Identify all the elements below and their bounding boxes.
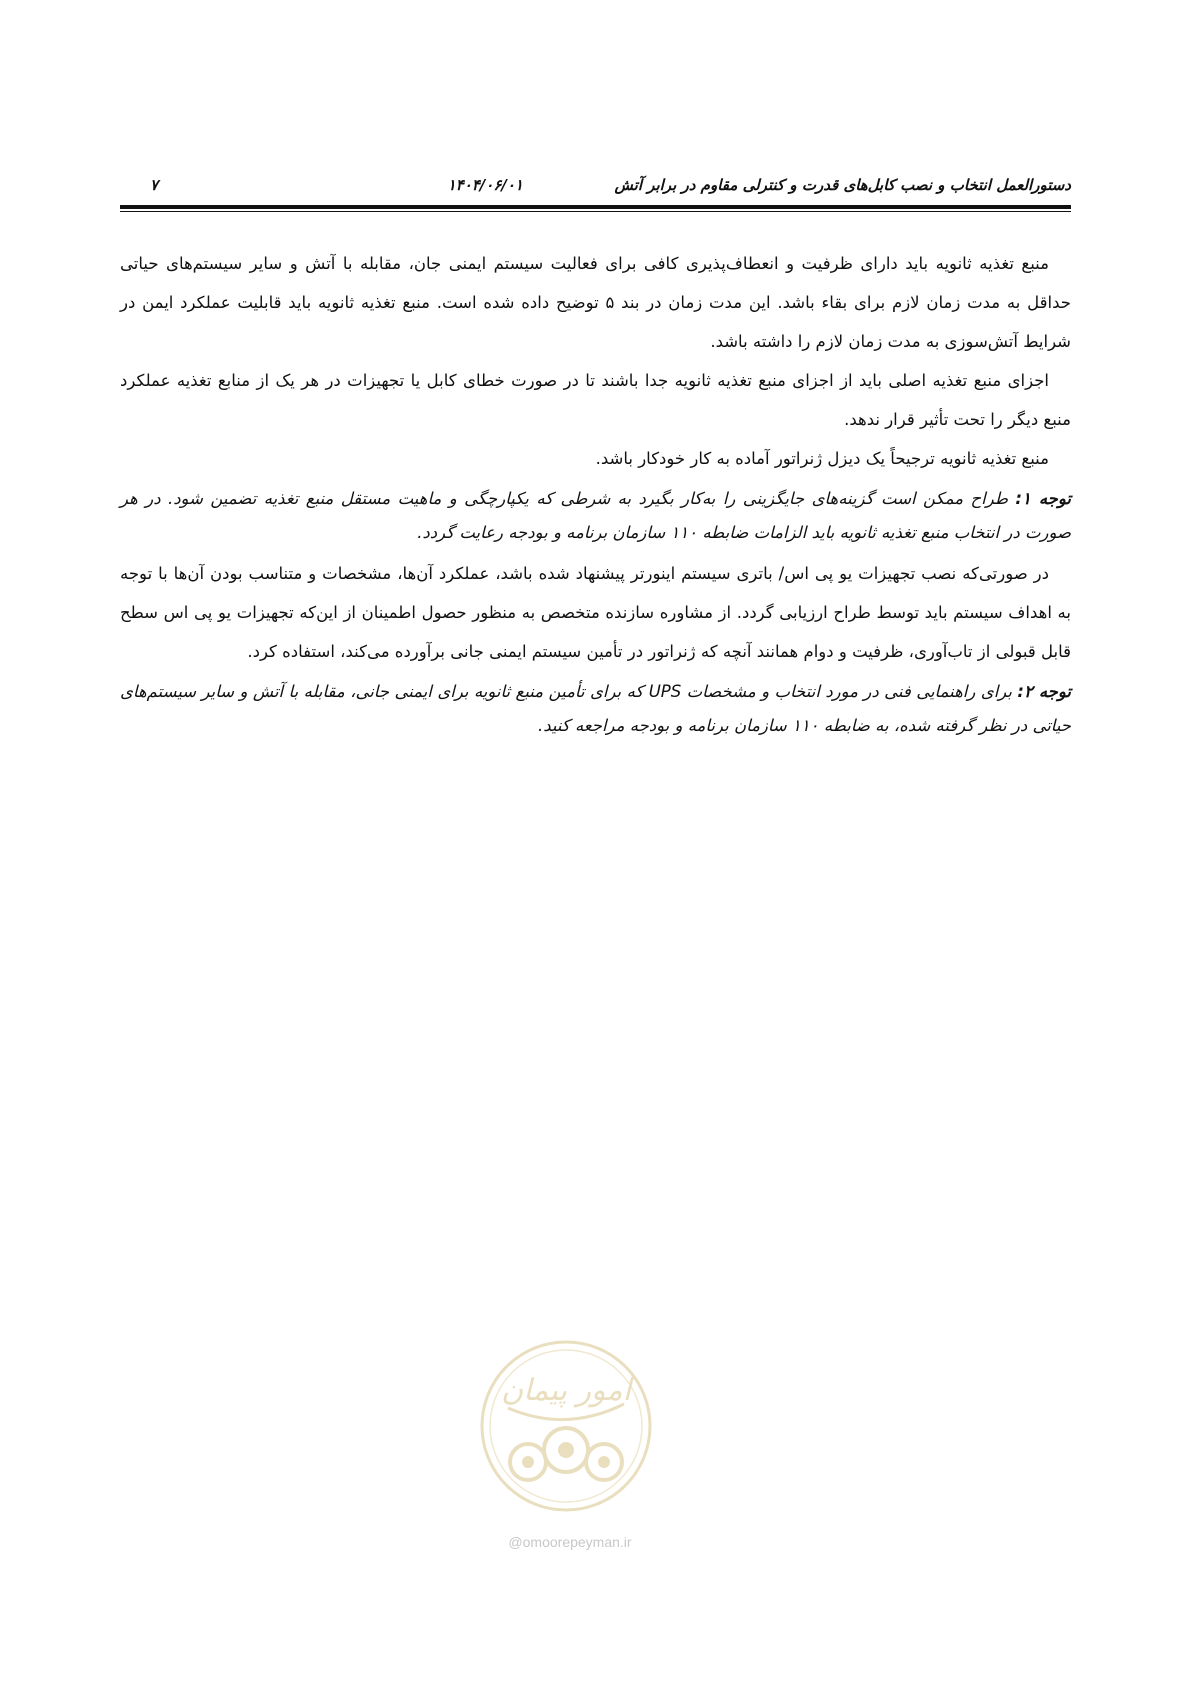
seal-text: امور پیمان: [501, 1373, 631, 1408]
paragraph-ups: در صورتی‌که نصب تجهیزات یو پی اس/ باتری سیستم اینورتر پیشنهاد شده باشد، عملکرد آن‌ها، مشخصات و متناسب بودن آن‌ها با توجه به اهداف سیستم باید توسط طراح ارزیابی گردد. از مشاوره سازنده متخصص به منظور حصول اطمینان از این‌که تجهیزات یو پی اس سطح قابل قبولی از تاب‌آوری، ظرفیت و دوام همانند آنچه که ژنراتور در تأمین سیستم ایمنی جانی برآورده می‌کند، استفاده کرد.: [120, 564, 1071, 661]
paragraph-diesel-generator: منبع تغذیه ثانویه ترجیحاً یک دیزل ژنراتور آماده به کار خودکار باشد.: [595, 449, 1049, 468]
page-body: [120, 244, 1071, 747]
paragraph-supply-separation: اجزای منبع تغذیه اصلی باید از اجزای منبع تغذیه ثانویه جدا باشند تا در صورت خطای کابل یا تجهیزات در هر یک از منابع تغذیه عملکرد منبع دیگر را تحت تأثیر قرار ندهد.: [120, 371, 1071, 429]
watermark-url-text: omoorepeyman.ir: [522, 1534, 632, 1550]
note-1: [120, 482, 1071, 550]
document-title: دستورالعمل انتخاب و نصب کابل‌های قدرت و کنترلی مقاوم در برابر آتش: [614, 176, 1071, 194]
document-date: ۱۴۰۴/۰۶/۰۱: [447, 176, 523, 194]
note-2-label: توجه ۲:: [1017, 682, 1071, 701]
note-1-text: طراح ممکن است گزینه‌های جایگزینی را به‌کار بگیرد به شرطی که یکپارچگی و ماهیت مستقل منبع تغذیه تضمین شود. در هر صورت در انتخاب منبع تغذیه ثانویه باید الزامات ضابطه ۱۱۰ سازمان برنامه و بودجه رعایت گردد.: [120, 489, 1071, 542]
note-2: [120, 675, 1071, 743]
header-rule-thin: [120, 211, 1071, 212]
paragraph-secondary-supply-capacity: منبع تغذیه ثانویه باید دارای ظرفیت و انعطاف‌پذیری کافی برای فعالیت سیستم ایمنی جان، مقابله با آتش و سایر سیستم‌های حیاتی حداقل به مدت زمان لازم برای بقاء باشد. این مدت زمان در بند ۵ توضیح داده شده است. منبع تغذیه ثانویه باید قابلیت عملکرد ایمن در شرایط آتش‌سوزی به مدت زمان لازم را داشته باشد.: [120, 254, 1071, 351]
page-number: ۷: [150, 176, 159, 194]
note-2-text: برای راهنمایی فنی در مورد انتخاب و مشخصات UPS که برای تأمین منبع ثانویه برای ایمنی جانی، مقابله با آتش و سایر سیستم‌های حیاتی در نظر گرفته شده، به ضابطه ۱۱۰ سازمان برنامه و بودجه مراجعه کنید.: [120, 682, 1071, 735]
header-rule-thick: [120, 205, 1071, 209]
page-header: [120, 176, 1071, 200]
at-sign-icon: @: [508, 1534, 523, 1550]
watermark-url: [470, 1534, 670, 1550]
watermark-seal-logo: [478, 1338, 654, 1514]
note-1-label: توجه ۱:: [1015, 489, 1071, 508]
